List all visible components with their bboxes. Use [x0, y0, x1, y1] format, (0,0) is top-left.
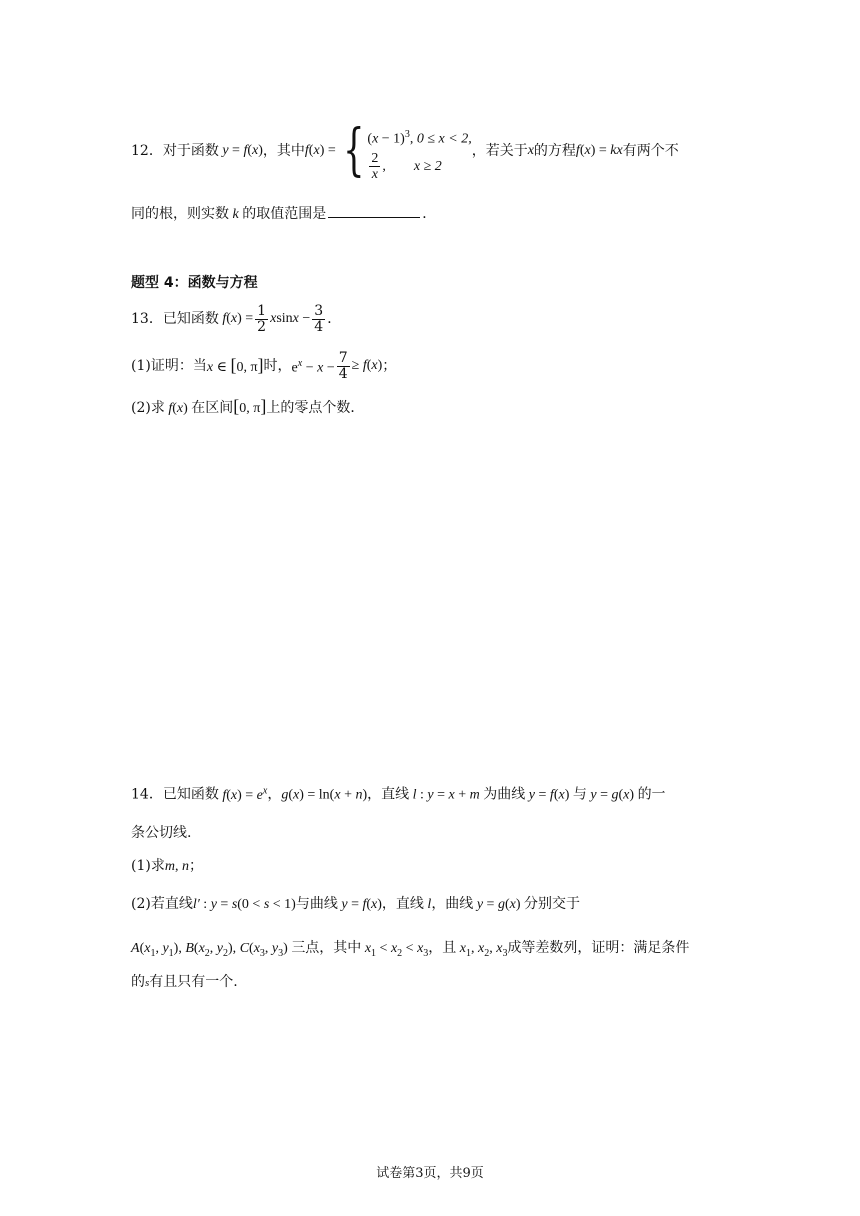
- q14-text: 三点，其中: [291, 940, 362, 956]
- q14-formula: $f(x) = e^x$: [218, 785, 268, 803]
- q14-text: 的: [131, 974, 145, 990]
- q13-text: 时，: [263, 358, 292, 374]
- q12-case2: $\frac{2}{x}$ , x ≥ 2: [371, 151, 442, 183]
- q13-formula: f(x) =: [218, 311, 254, 326]
- fraction: $\frac{3}{4}$: [314, 302, 324, 335]
- q12-text: 12．对于函数: [131, 143, 219, 159]
- q14-formula: g(x) = ln(x + n): [281, 787, 368, 803]
- q14-text: ；: [188, 858, 203, 874]
- q14-text: ，直线: [381, 896, 424, 912]
- q13-formula: ≥ f(x): [351, 358, 383, 373]
- section-heading: 题型 4：函数与方程: [131, 275, 258, 291]
- q14-formula: m, n: [164, 859, 189, 874]
- q14-formula: $A(x_1$, $y_1$), $B(x_2$, $y_2$), $C(x_3$, $y_3$): [131, 941, 288, 959]
- q14-text: 有且只有一个.: [149, 974, 238, 990]
- q13-text: 在区间: [191, 400, 234, 416]
- q13-text: 13．已知函数: [131, 311, 219, 327]
- q14-text: ，曲线: [431, 896, 474, 912]
- q14-formula: y = f(x): [525, 787, 570, 803]
- q12-text: 同的根，则实数: [131, 206, 229, 222]
- q12-formula: f(x) =: [304, 143, 336, 158]
- q14-formula: $x_1 < x_2 < x_3$: [361, 941, 429, 959]
- q14-text: 成等差数列，证明：满足条件: [507, 940, 690, 956]
- q12-line1: [131, 114, 679, 188]
- q14-formula: l′ : y = s(0 < s < 1): [192, 897, 296, 912]
- answer-blank: [328, 203, 420, 218]
- q12-formula: y = f(x): [218, 143, 263, 158]
- q14-part2: [131, 894, 580, 915]
- q14-text: 14．已知函数: [131, 786, 219, 803]
- q14-formula: $x_1$, $x_2$, $x_3$: [456, 941, 508, 959]
- q14-line5: [131, 938, 689, 964]
- q14-formula: y = f(x): [337, 897, 382, 912]
- q14-text: (2)若直线: [131, 896, 193, 912]
- q14-line2: 条公切线.: [131, 825, 192, 841]
- q12-text: 的取值范围是: [242, 206, 327, 222]
- q13-formula: [0, π]: [233, 396, 267, 416]
- q14-text: ，且: [428, 940, 457, 956]
- q14-text: 的一: [637, 786, 666, 803]
- q12-line2: [131, 203, 436, 225]
- q14-text: 与曲线: [295, 896, 338, 912]
- page-footer: 试卷第3页，共9页: [376, 1166, 484, 1181]
- q13-formula: xsinx −: [270, 311, 311, 326]
- q14-text: 为曲线: [483, 786, 526, 803]
- q12-text: 的方程: [533, 143, 576, 159]
- q13-part2: [131, 396, 364, 419]
- q14-line1: [131, 781, 666, 806]
- q14-text: ，: [267, 786, 282, 803]
- q12-text: 有两个不: [622, 143, 679, 159]
- q12-text: ．: [422, 206, 437, 222]
- q12-var: x: [527, 143, 534, 158]
- q14-text: 分别交于: [524, 896, 580, 912]
- q14-formula: y = g(x): [473, 897, 521, 912]
- q14-text: 与: [572, 786, 587, 803]
- q14-line6: [131, 972, 238, 993]
- q13-text: 上的零点个数．: [266, 400, 365, 416]
- q12-formula: f(x) = kx: [575, 143, 623, 158]
- q13-text: (1)证明：当: [131, 358, 207, 374]
- q13-formula: f(x): [164, 401, 188, 416]
- fraction: $\frac{1}{2}$: [257, 302, 267, 335]
- q14-var: s: [145, 977, 150, 989]
- q12-text: ，其中: [262, 143, 305, 159]
- q14-formula: l : y = x + m: [409, 787, 484, 803]
- q14-formula: l: [423, 897, 432, 912]
- q13-formula: x ∈ [0, π]: [206, 354, 264, 375]
- q12-cases: [367, 119, 471, 183]
- q12-brace: {: [342, 118, 365, 183]
- q13-formula: $e^x - x$ −: [291, 357, 335, 376]
- fraction: $\frac{7}{4}$: [338, 349, 348, 382]
- q12-var: k: [229, 207, 243, 222]
- q12-text: ，若关于: [471, 143, 528, 159]
- q14-part1: [131, 856, 203, 877]
- q14-text: ，直线: [367, 786, 410, 803]
- q12-case1: $(x - 1)^3$, 0 ≤ x < 2,: [367, 129, 472, 147]
- q14-formula: y = g(x): [586, 787, 635, 803]
- q13-stem: 13．已知函数 f(x) = $\frac{1}{2}$ xsinx − $\frac{3}{4}$ ．: [131, 302, 342, 335]
- q13-text: (2)求: [131, 400, 165, 416]
- q13-part1: (1)证明：当 x ∈ [0, π] 时， $e^x - x$ − $\frac{7}{4}$ ≥ f(x) ；: [131, 349, 397, 382]
- q14-text: (1)求: [131, 858, 165, 874]
